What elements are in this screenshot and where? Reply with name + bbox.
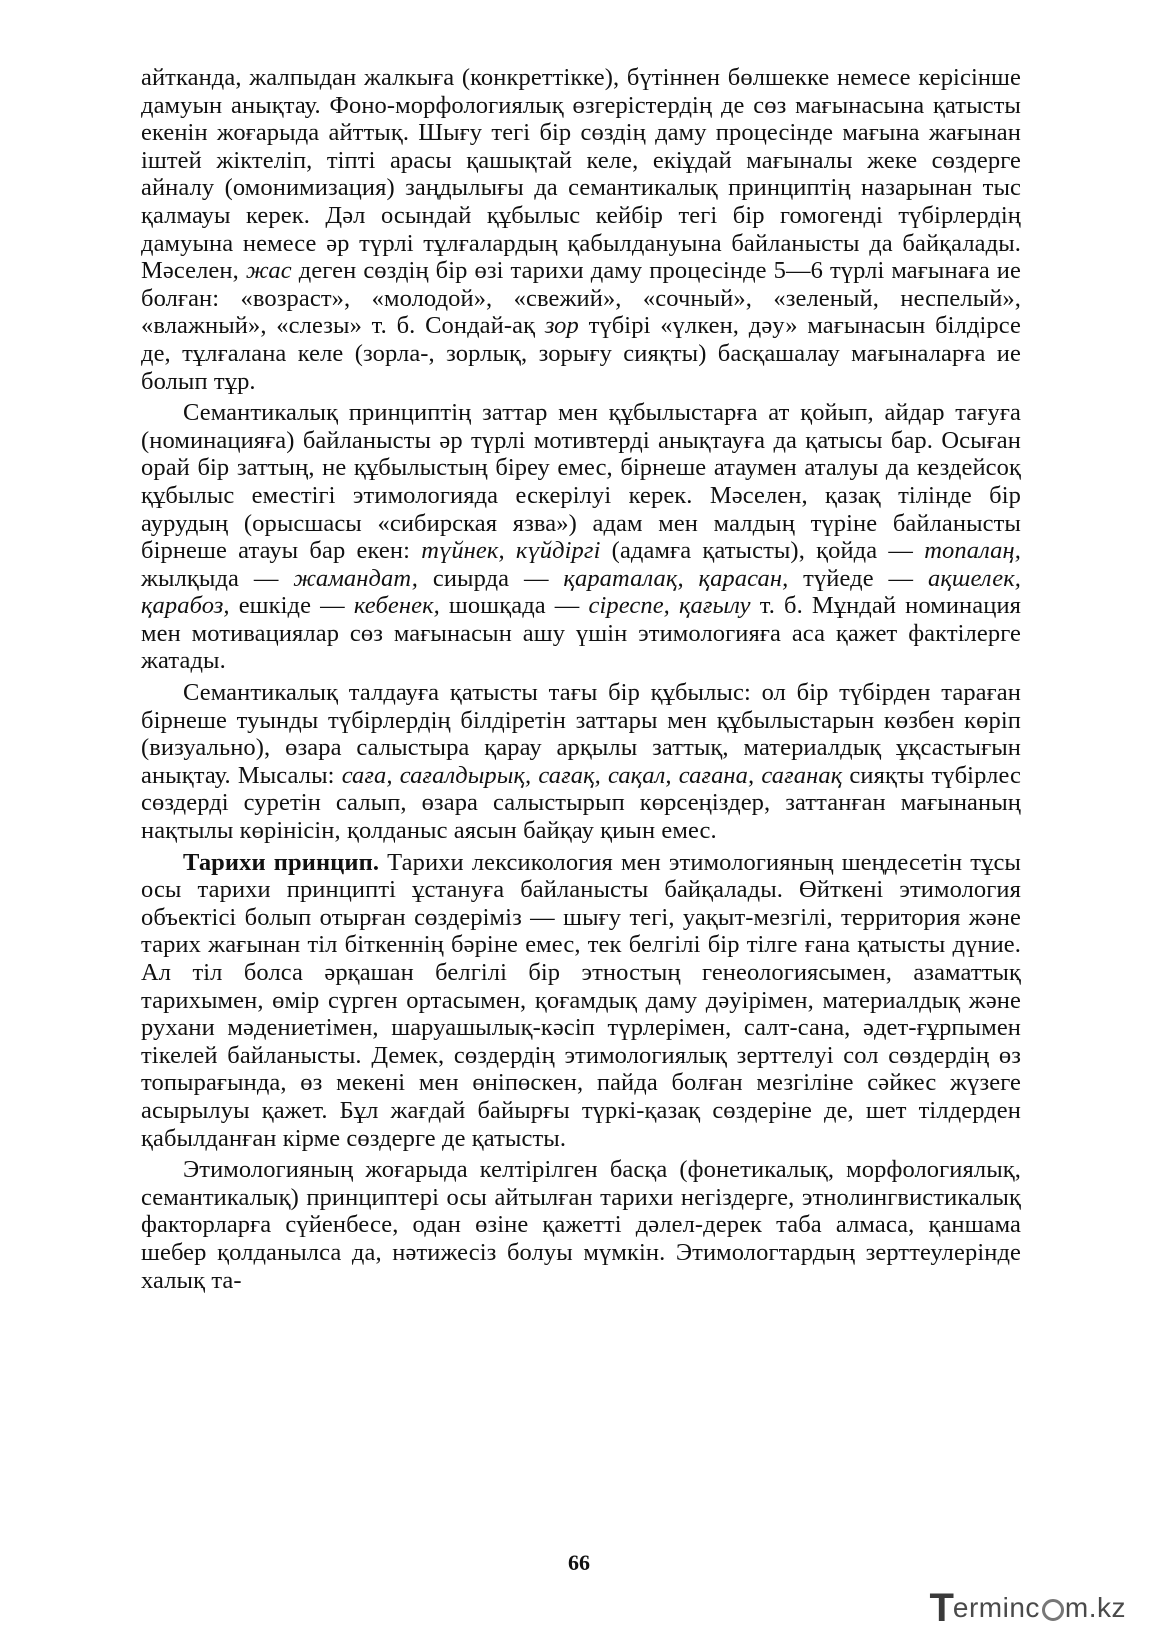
paragraph-text: түйеде — — [788, 564, 928, 592]
paragraph — [141, 679, 1021, 845]
paragraph-text: Семантикалық талдауға қатысты тағы бір құбылыс: ол бір түбірден тараған бірнеше туынды түбірлердің білдіретін заттары мен құбылыстарын көзбен көріп (визуально), өзара салыстыра қарау арқылы заттық, материалдық ұқсастығын анықтау. Мысалы: — [141, 679, 1021, 789]
paragraph-text: жылқыда — — [141, 564, 294, 592]
paragraph-text: сияқты түбірлес сөздерді суретін салып, өзара салыстырып көрсеңіздер, заттанған мағынаның нақтылы көрінісін, қолданыс аясын байқау қиын емес. — [141, 761, 1021, 845]
paragraph-text: шошқада — — [439, 592, 589, 620]
paragraph-text: т. б. Мұндай номинация мен мотивациялар сөз мағынасын ашу үшін этимологияға аса қажет фактілерге жатады. — [141, 592, 1022, 675]
section-heading: Тарихи принцип. — [183, 848, 380, 876]
paragraph-text: Этимологияның жоғарыда келтірілген басқа (фонетикалық, морфологиялық, семантикалық) принциптері осы айтылған тарихи негіздерге, этнолингвистикалық факторларға сүйенбесе, одан өзіне қажетті дәлел-дерек таба алмаса, қаншама шебер қолданылса да, нәтижесіз болуы мүмкін. Этимологтардың зерттеулерінде халық та- — [141, 1156, 1021, 1294]
paragraph-text: Тарихи лексикология мен этимологияның шеңдесетін тұсы осы тарихи принципті ұстануға байланысты байқалады. Өйткені этимология объектісі болып отырған сөздеріміз — шығу тегі, уақыт-мезгілі, территория және тарих жағынан тіл біткеннің бәріне емес, тек белгілі бір тілге ғана қатысты дүние. Ал тіл болса әрқашан белгілі бір этностың генеологиясымен, азаматтық тарихымен, өмір сүрген ортасымен, қоғамдық даму дәуірімен, материалдық және рухани мәдениетімен, шаруашылық-кәсіп түрлерімен, салт-сана, әдет-ғұрпымен тікелей байланысты. Демек, сөздердің этимологиялық зерттелуі сол сөздердің өз топырағында, өз мекені мен өніпөскен, пайда болған мезгіліне сәйкес жүзеге асырылуы қажет. Бұл жағдай байырғы түркі-қазақ сөздеріне де, шет тілдерден қабылданған кірме сөздерге де қатысты. — [141, 848, 1021, 1152]
paragraph — [141, 64, 1021, 395]
italic-term: сіреспе, қағылу — [588, 592, 751, 620]
italic-term: саға, сағалдырық, сағақ, сақал, сағана, сағанақ — [341, 761, 843, 789]
watermark-circle-icon — [1042, 1599, 1064, 1621]
paragraph — [141, 399, 1021, 675]
italic-term: ақшелек, қарабоз, — [141, 564, 1021, 620]
paragraph-text: сиырда — — [418, 564, 564, 592]
watermark-middle: erminc — [952, 1592, 1040, 1623]
italic-term: жамандат, — [293, 564, 419, 592]
italic-term: жас — [245, 257, 292, 285]
italic-term: кебенек, — [353, 592, 440, 620]
italic-term: зор — [544, 312, 579, 340]
paragraph-text: деген сөздің бір өзі тарихи даму процесінде 5—6 түрлі мағынаға ие болған: «возраст», «молодой», «свежий», «сочный», «зеленый, неспелый», «влажный», «слезы» т. б. Сондай-ақ — [141, 257, 1021, 340]
site-watermark-logo — [929, 1588, 1126, 1628]
paragraph-text: Семантикалық принциптің заттар мен құбылыстарға ат қойып, айдар тағуға (номинацияға) байланысты әр түрлі мотивтерді анықтауға да қатысы бар. Осыған орай бір заттың, не құбылыстың біреу емес, бірнеше атаумен аталуы да кездейсоқ құбылыс еместігі этимологияда ескерілуі керек. Мәселен, қазақ тілінде бір аурудың (орысшасы «сибирская язва») адам мен малдың түріне байланысты бірнеше атауы бар екен: — [141, 399, 1021, 565]
italic-term: қараталақ, қарасан, — [563, 564, 789, 592]
watermark-suffix: m.kz — [1064, 1592, 1126, 1623]
paragraph-text: ешкіде — — [229, 592, 354, 620]
paragraph — [141, 849, 1021, 1153]
italic-term: топалаң, — [924, 537, 1021, 565]
paragraph-text: түбірі «үлкен, дәу» мағынасын білдірсе де, тұлғалана келе (зорла-, зорлық, зорығу сияқты) басқашалау мағыналарға ие болып тұр. — [141, 312, 1021, 395]
watermark-prefix: T — [929, 1586, 954, 1630]
paragraph-text: (адамға қатысты), қойда — — [600, 537, 925, 565]
paragraph — [141, 1156, 1021, 1294]
italic-term: түйнек, күйдіргі — [421, 537, 601, 565]
page-body — [141, 64, 1021, 1294]
page-number: 66 — [568, 1550, 590, 1575]
paragraph-text: айтканда, жалпыдан жалкыға (конкреттікке), бүтіннен бөлшекке немесе керісінше дамуын анықтау. Фоно-морфологиялық өзгерістердің де сөз мағынасына қатысты екенін жоғарыда айттық. Шығу тегі бір сөздің даму процесінде мағына жағынан іштей жіктеліп, тіпті арасы қашықтай келе, екіұдай мағыналы жеке сөздерге айналу (омонимизация) заңдылығы да семантикалық принциптің назарынан тыс қалмауы керек. Дәл осындай құбылыс кейбір тегі бір гомогенді түбірлердің дамуына немесе әр түрлі тұлғалардың қабылдануына байланысты да байқалады. Мәселен, — [141, 64, 1021, 285]
